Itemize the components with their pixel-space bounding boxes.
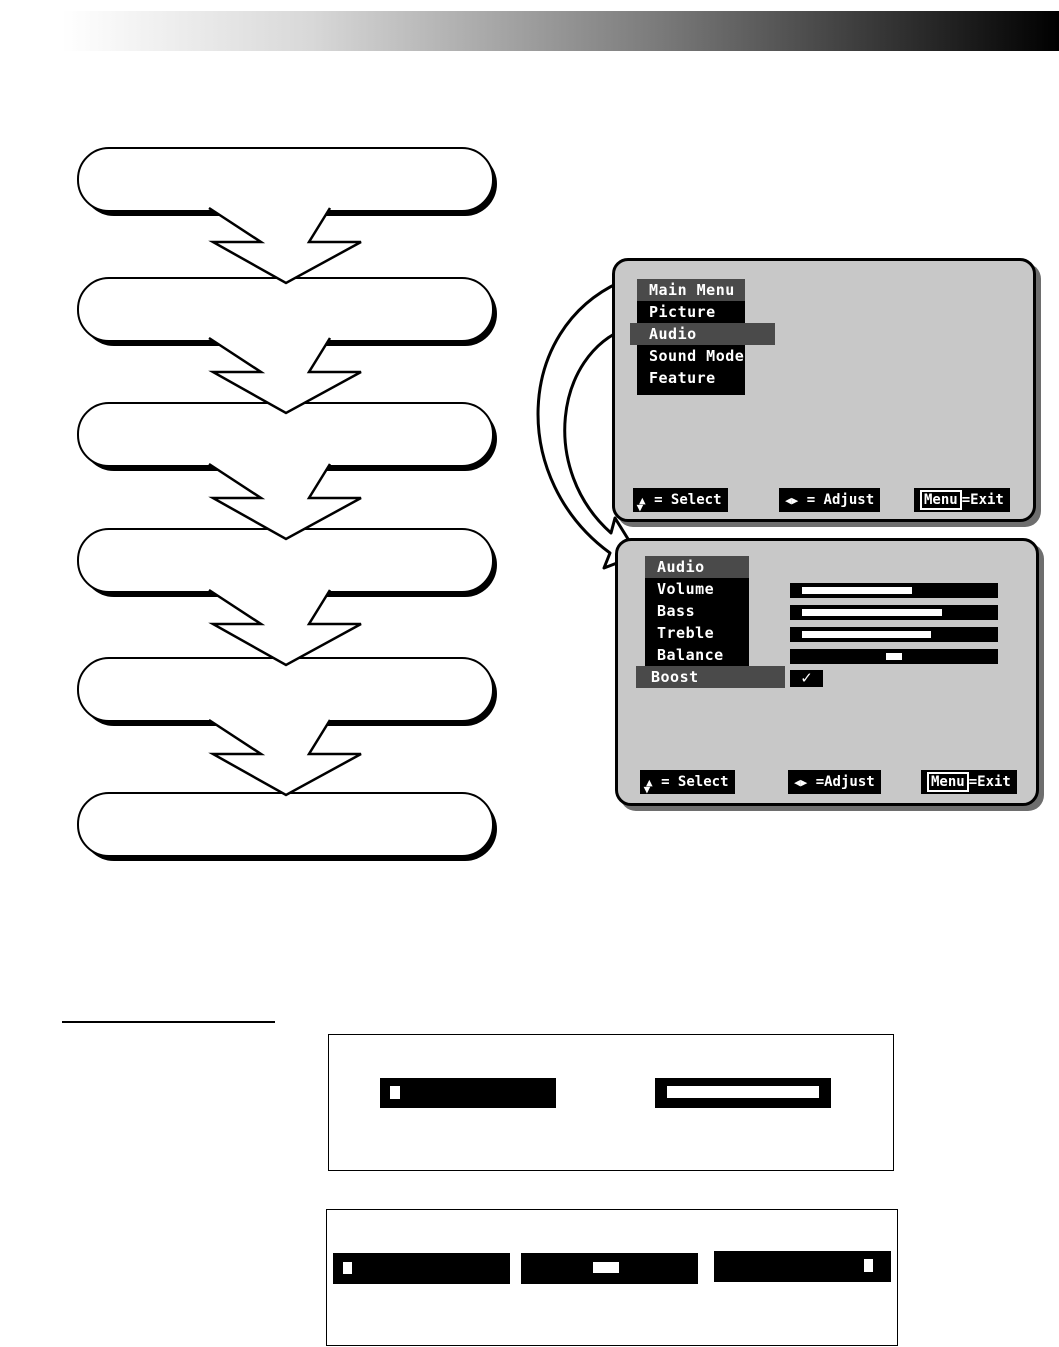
select-hint: ▲▼ = Select — [633, 488, 728, 512]
boost-checkbox[interactable]: ✓ — [790, 670, 823, 687]
audio-item-volume[interactable]: Volume — [657, 580, 715, 598]
balance-example-center — [521, 1253, 698, 1284]
updown-arrow-icon: ▲▼ — [643, 776, 653, 796]
volume-slider[interactable] — [790, 583, 998, 598]
volume-level — [802, 587, 912, 594]
leftright-arrow-icon: ◀▶ — [794, 776, 808, 789]
balance-example-right — [714, 1251, 891, 1282]
flow-step-box — [78, 278, 493, 341]
menu-key-label: Menu — [920, 490, 962, 510]
flow-arrow — [209, 208, 361, 283]
treble-level — [802, 631, 931, 638]
audio-item-bass[interactable]: Bass — [657, 602, 696, 620]
exit-hint: Menu =Exit — [914, 488, 1010, 512]
adjust-hint: ◀▶ =Adjust — [788, 770, 881, 794]
flow-chart — [0, 0, 560, 880]
audio-item-boost[interactable]: Boost — [636, 666, 785, 688]
audio-menu-list — [645, 556, 749, 688]
audio-menu-screen — [615, 538, 1039, 806]
slider-example-min-knob — [390, 1086, 400, 1099]
menu-item-audio[interactable]: Audio — [630, 323, 775, 345]
slider-example-frame-2 — [326, 1209, 898, 1346]
treble-slider[interactable] — [790, 627, 998, 642]
main-menu-list — [637, 279, 745, 395]
flow-step-box — [78, 793, 493, 856]
slider-example-frame-1 — [328, 1034, 894, 1171]
audio-menu-title: Audio — [645, 556, 749, 578]
slider-example-max-fill — [667, 1086, 819, 1098]
flow-arrow — [209, 464, 361, 539]
main-menu-title: Main Menu — [637, 279, 745, 301]
flow-step-box — [78, 148, 493, 211]
audio-item-balance[interactable]: Balance — [657, 646, 724, 664]
flow-step-box — [78, 658, 493, 721]
balance-knob — [886, 653, 902, 660]
balance-example-left — [333, 1253, 510, 1284]
balance-slider[interactable] — [790, 649, 998, 664]
balance-example-right-knob — [864, 1259, 873, 1272]
select-hint: ▲▼ = Select — [640, 770, 735, 794]
section-heading-rule — [62, 1021, 275, 1023]
bass-level — [802, 609, 942, 616]
updown-arrow-icon: ▲▼ — [636, 494, 646, 514]
flow-arrow — [209, 338, 361, 413]
menu-item-picture[interactable]: Picture — [649, 303, 716, 321]
menu-item-feature[interactable]: Feature — [649, 369, 716, 387]
leftright-arrow-icon: ◀▶ — [785, 494, 799, 507]
flow-arrow — [209, 590, 361, 665]
audio-item-treble[interactable]: Treble — [657, 624, 715, 642]
flow-arrow — [209, 720, 361, 795]
menu-item-sound-mode[interactable]: Sound Mode — [649, 347, 745, 365]
main-menu-screen — [612, 258, 1036, 522]
slider-example-min — [380, 1078, 556, 1108]
menu-key-label: Menu — [927, 772, 969, 792]
balance-example-left-knob — [343, 1262, 352, 1274]
exit-hint: Menu =Exit — [921, 770, 1017, 794]
adjust-hint: ◀▶ = Adjust — [779, 488, 880, 512]
bass-slider[interactable] — [790, 605, 998, 620]
balance-example-center-knob — [593, 1262, 619, 1273]
slider-example-max — [655, 1078, 831, 1108]
